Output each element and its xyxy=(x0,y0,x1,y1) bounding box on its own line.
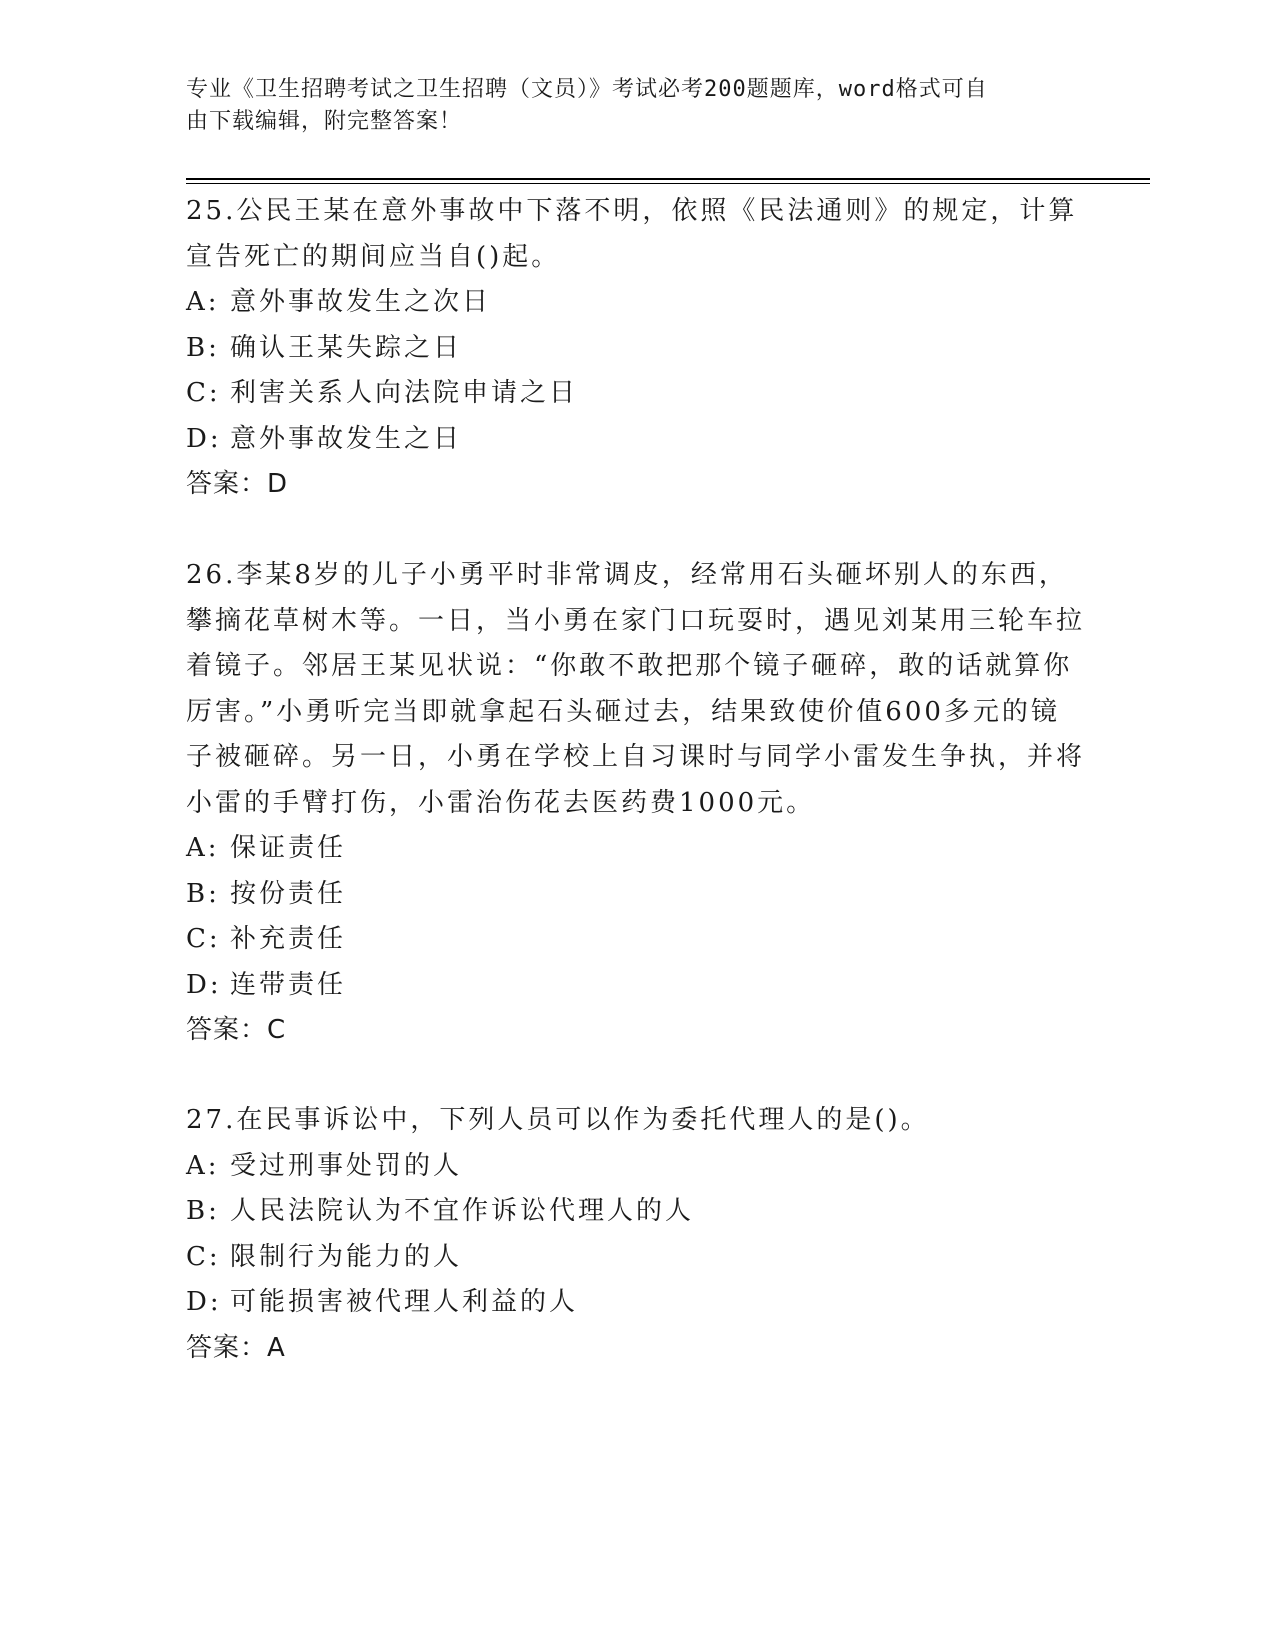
document-header xyxy=(186,74,1086,138)
option-text: 受过刑事处罚的人 xyxy=(230,1150,463,1181)
header-line-2: 由下载编辑，附完整答案！ xyxy=(186,109,463,134)
option-text: 按份责任 xyxy=(230,878,347,909)
option-letter: B: xyxy=(186,1196,220,1226)
option-text: 意外事故发生之日 xyxy=(230,423,463,454)
option-letter: A: xyxy=(186,1150,220,1181)
answer-line: 答案：D xyxy=(186,469,289,499)
option-text: 可能损害被代理人利益的人 xyxy=(230,1287,579,1317)
option-d xyxy=(186,417,1086,463)
option-a xyxy=(186,1144,1086,1190)
option-letter: B: xyxy=(186,878,220,909)
option-letter: A: xyxy=(186,833,220,863)
option-text: 利害关系人向法院申请之日 xyxy=(230,378,579,408)
answer-line: 答案：A xyxy=(186,1332,286,1363)
answer-line: 答案：C xyxy=(186,1015,287,1045)
option-text: 意外事故发生之次日 xyxy=(230,287,492,317)
option-letter: C: xyxy=(186,378,221,408)
option-letter: D: xyxy=(186,1287,222,1317)
option-c xyxy=(186,917,1086,963)
option-text: 连带责任 xyxy=(230,969,347,1000)
option-a xyxy=(186,826,1086,872)
header-divider-thin xyxy=(186,183,1150,184)
question-stem: 25.公民王某在意外事故中下落不明，依照《民法通则》的规定，计算宣告死亡的期间应当自()起。 xyxy=(186,196,1078,272)
option-b xyxy=(186,326,1086,372)
option-letter: C: xyxy=(186,1241,221,1272)
option-b xyxy=(186,872,1086,918)
option-letter: B: xyxy=(186,332,220,363)
option-c xyxy=(186,371,1086,417)
option-d xyxy=(186,1280,1086,1326)
option-letter: D: xyxy=(186,423,222,454)
option-letter: C: xyxy=(186,924,221,954)
option-letter: A: xyxy=(186,287,220,317)
option-b xyxy=(186,1189,1086,1235)
option-text: 限制行为能力的人 xyxy=(230,1241,463,1272)
option-a xyxy=(186,280,1086,326)
option-text: 人民法院认为不宜作诉讼代理人的人 xyxy=(230,1196,695,1226)
option-letter: D: xyxy=(186,969,222,1000)
question-25 xyxy=(186,189,1086,508)
option-text: 补充责任 xyxy=(230,924,347,954)
option-text: 保证责任 xyxy=(230,833,347,863)
header-line-1: 专业《卫生招聘考试之卫生招聘（文员）》考试必考200题题库，word格式可自 xyxy=(186,77,988,102)
question-27 xyxy=(186,1098,1086,1371)
question-26 xyxy=(186,553,1086,1054)
option-d xyxy=(186,963,1086,1009)
header-divider-thick xyxy=(186,178,1150,180)
question-stem: 27.在民事诉讼中，下列人员可以作为委托代理人的是()。 xyxy=(186,1105,930,1135)
option-text: 确认王某失踪之日 xyxy=(230,332,463,363)
question-stem: 26.李某8岁的儿子小勇平时非常调皮，经常用石头砸坏别人的东西，攀摘花草树木等。一日，当小勇在家门口玩耍时，遇见刘某用三轮车拉着镜子。邻居王某见状说：“你敢不敢把那个镜子砸碎，敢的话就算你厉害。”小勇听完当即就拿起石头砸过去，结果致使价值600多元的镜子被砸碎。另一日，小勇在学校上自习课时与同学小雷发生争执，并将小雷的手臂打伤，小雷治伤花去医药费1000元。 xyxy=(186,560,1086,818)
option-c xyxy=(186,1235,1086,1281)
